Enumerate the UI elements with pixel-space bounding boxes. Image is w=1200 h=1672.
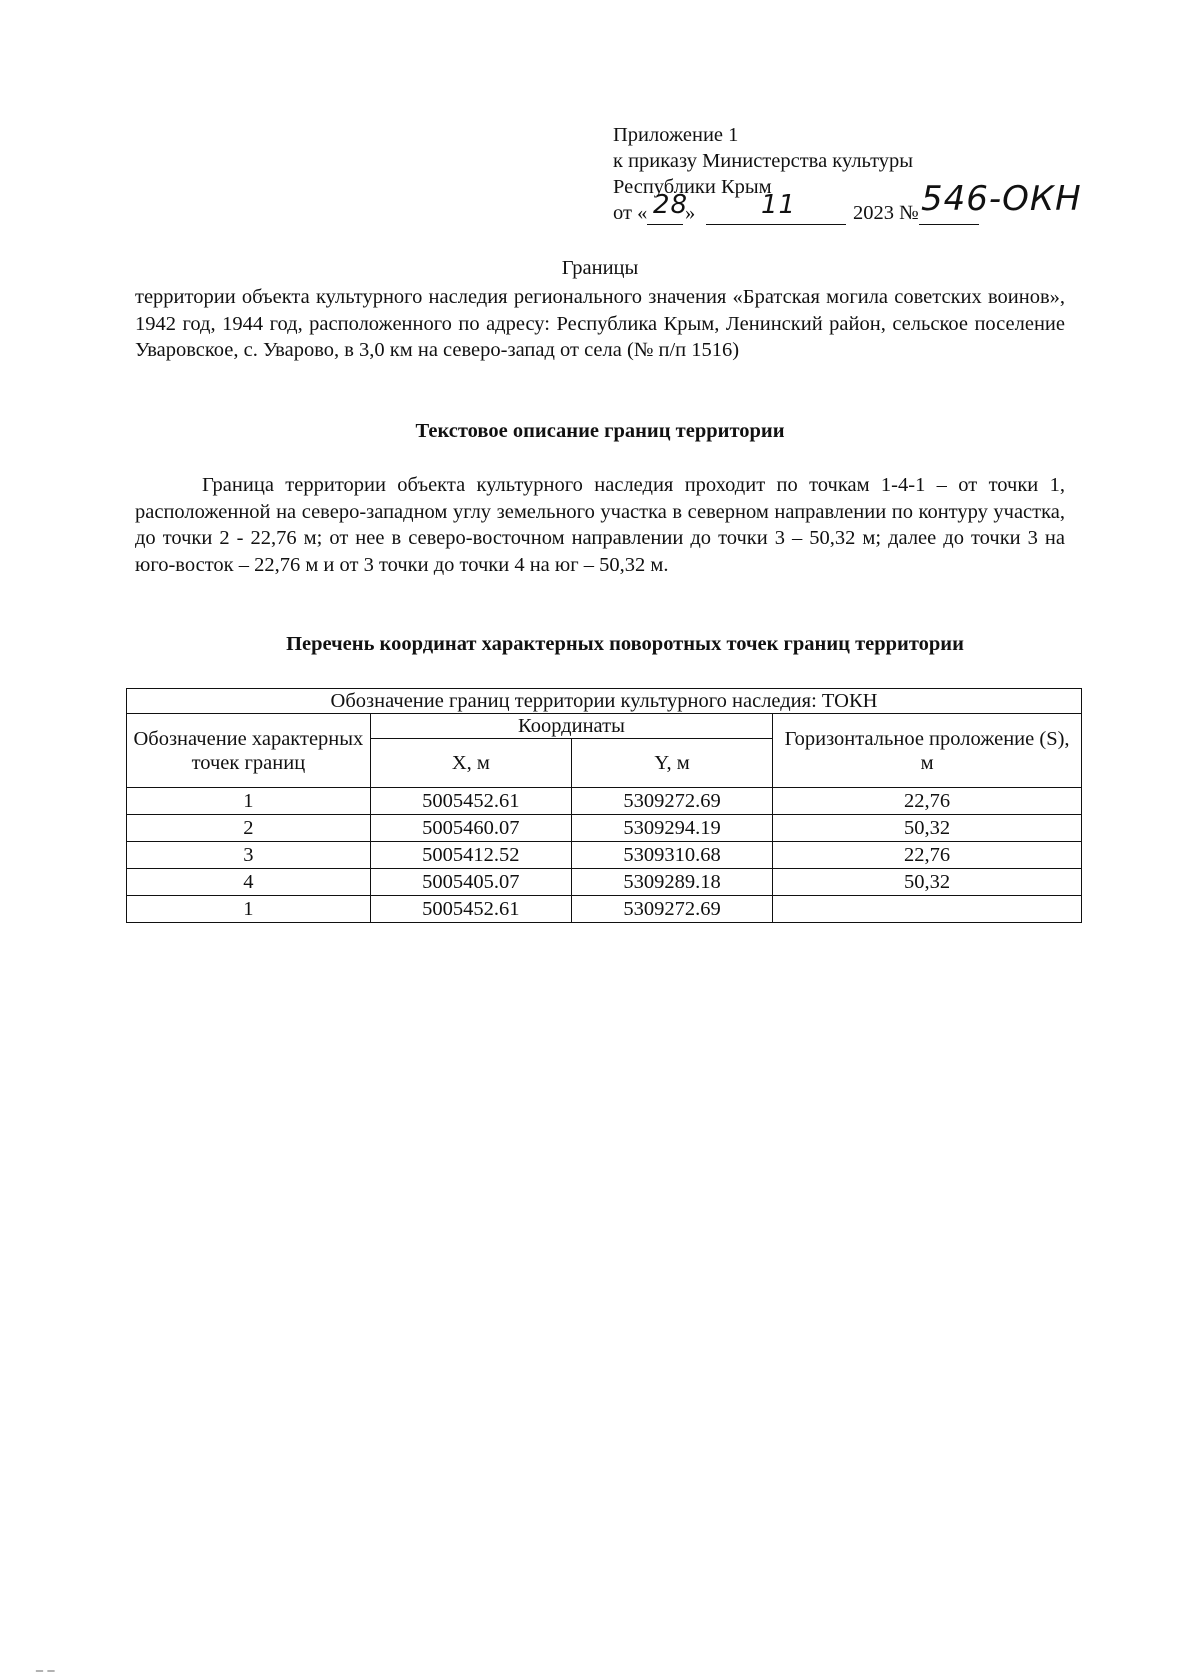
coordinates-table xyxy=(126,688,1082,923)
cell-y: 5309310.68 xyxy=(571,842,772,869)
date-year-label: 2023 № xyxy=(853,202,919,224)
table-caption: Обозначение границ территории культурного наследия: ТОКН xyxy=(127,689,1082,714)
cell-s: 22,76 xyxy=(773,788,1082,815)
cell-s: 50,32 xyxy=(773,815,1082,842)
col-header-coordinates: Координаты xyxy=(370,714,772,739)
cell-x: 5005412.52 xyxy=(370,842,571,869)
col-header-x: X, м xyxy=(370,739,571,788)
handwritten-day: 28 xyxy=(653,190,689,220)
appendix-line-2: к приказу Министерства культуры xyxy=(613,150,914,172)
boundary-description: Граница территории объекта культурного наследия проходит по точкам 1-4-1 – от точки 1, расположенной на северо-западном углу земельного участка в северном направлении по контуру участка, до точки 2 - 22,76 м; от нее в северо-восточном направлении до точки 3 – 50,32 м; далее до точки 3 на юго-восток – 22,76 м и от 3 точки до точки 4 на юг – 50,32 м. xyxy=(135,474,1065,576)
table-header-row-1 xyxy=(127,714,1082,739)
appendix-header xyxy=(613,122,1082,230)
table-caption-row xyxy=(127,689,1082,714)
cell-x: 5005460.07 xyxy=(370,815,571,842)
scan-artifact-marks: _ _ xyxy=(36,1656,55,1672)
cell-x: 5005405.07 xyxy=(370,869,571,896)
month-underline xyxy=(706,224,846,225)
col-header-y: Y, м xyxy=(571,739,772,788)
cell-y: 5309294.19 xyxy=(571,815,772,842)
table-row xyxy=(127,788,1082,815)
cell-y: 5309289.18 xyxy=(571,869,772,896)
number-underline xyxy=(919,224,979,225)
cell-point: 1 xyxy=(127,896,371,923)
cell-s: 22,76 xyxy=(773,842,1082,869)
col-header-horizontal-distance: Горизонтальное проложение (S), м xyxy=(773,714,1082,788)
cell-s xyxy=(773,896,1082,923)
appendix-line-1: Приложение 1 xyxy=(613,124,739,146)
cell-y: 5309272.69 xyxy=(571,896,772,923)
handwritten-month: 11 xyxy=(761,190,797,220)
document-title: Границы xyxy=(561,257,639,279)
table-row xyxy=(127,869,1082,896)
appendix-line-3: Республики Крым xyxy=(613,176,772,198)
cell-point: 4 xyxy=(127,869,371,896)
section-heading-coordinates: Перечень координат характерных поворотных точек границ территории xyxy=(286,633,964,655)
cell-x: 5005452.61 xyxy=(370,788,571,815)
cell-s: 50,32 xyxy=(773,869,1082,896)
section-heading-text-description: Текстовое описание границ территории xyxy=(415,420,785,442)
col-header-points: Обозначение характерных точек границ xyxy=(127,714,371,788)
cell-point: 2 xyxy=(127,815,371,842)
cell-x: 5005452.61 xyxy=(370,896,571,923)
cell-y: 5309272.69 xyxy=(571,788,772,815)
cell-point: 3 xyxy=(127,842,371,869)
table-row xyxy=(127,815,1082,842)
date-quote-close: » xyxy=(685,202,696,224)
table-row xyxy=(127,896,1082,923)
table-row xyxy=(127,842,1082,869)
date-prefix: от « xyxy=(613,202,648,224)
day-underline xyxy=(647,224,683,225)
object-description: территории объекта культурного наследия регионального значения «Братская могила советских воинов», 1942 год, 1944 год, расположенного по адресу: Республика Крым, Ленинский район, сельское поселение Уваровское, с. Уварово, в 3,0 км на северо-запад от села (№ п/п 1516) xyxy=(135,286,1065,361)
cell-point: 1 xyxy=(127,788,371,815)
handwritten-doc-number: 546-ОКН xyxy=(921,179,1082,219)
